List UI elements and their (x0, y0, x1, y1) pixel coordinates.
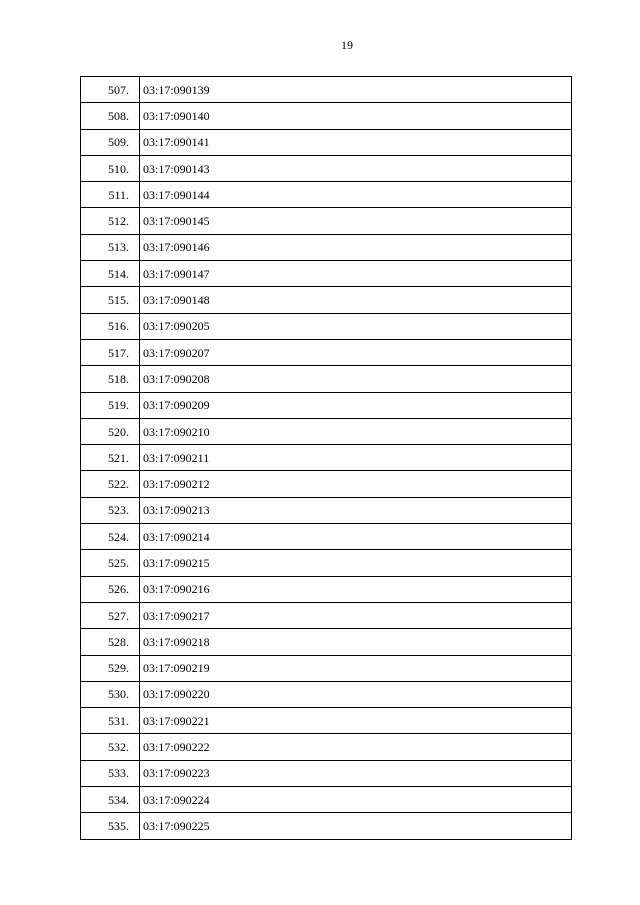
cadastral-code-cell: 03:17:090148 (140, 287, 572, 313)
row-number-cell: 510. (81, 155, 140, 181)
table-row (81, 208, 572, 234)
table-row (81, 261, 572, 287)
cadastral-code-cell: 03:17:090213 (140, 497, 572, 523)
row-number-cell: 534. (81, 787, 140, 813)
cadastral-code-cell: 03:17:090211 (140, 445, 572, 471)
cadastral-code-cell: 03:17:090224 (140, 787, 572, 813)
table-row (81, 655, 572, 681)
cadastral-code-cell: 03:17:090205 (140, 313, 572, 339)
cadastral-code-cell: 03:17:090223 (140, 760, 572, 786)
table-row (81, 445, 572, 471)
cadastral-code-cell: 03:17:090216 (140, 576, 572, 602)
table-row (81, 787, 572, 813)
row-number-cell: 519. (81, 392, 140, 418)
row-number-cell: 522. (81, 471, 140, 497)
table-row (81, 524, 572, 550)
row-number-cell: 515. (81, 287, 140, 313)
cadastral-code-cell: 03:17:090144 (140, 182, 572, 208)
row-number-cell: 532. (81, 734, 140, 760)
row-number-cell: 508. (81, 103, 140, 129)
row-number-cell: 509. (81, 129, 140, 155)
row-number-cell: 513. (81, 234, 140, 260)
table-row (81, 77, 572, 103)
table-row (81, 155, 572, 181)
table-row (81, 287, 572, 313)
table-row (81, 602, 572, 628)
row-number-cell: 530. (81, 681, 140, 707)
row-number-cell: 521. (81, 445, 140, 471)
row-number-cell: 527. (81, 602, 140, 628)
row-number-cell: 518. (81, 366, 140, 392)
cadastral-code-cell: 03:17:090207 (140, 339, 572, 365)
cadastral-code-cell: 03:17:090218 (140, 629, 572, 655)
page-number: 19 (341, 38, 353, 52)
cadastral-table (80, 76, 572, 840)
table-row (81, 681, 572, 707)
cadastral-code-cell: 03:17:090146 (140, 234, 572, 260)
table-row (81, 392, 572, 418)
row-number-cell: 511. (81, 182, 140, 208)
table-row (81, 366, 572, 392)
row-number-cell: 528. (81, 629, 140, 655)
cadastral-code-cell: 03:17:090219 (140, 655, 572, 681)
row-number-cell: 526. (81, 576, 140, 602)
table-row (81, 550, 572, 576)
table-row (81, 234, 572, 260)
cadastral-code-cell: 03:17:090145 (140, 208, 572, 234)
row-number-cell: 514. (81, 261, 140, 287)
table-row (81, 629, 572, 655)
cadastral-code-cell: 03:17:090140 (140, 103, 572, 129)
cadastral-code-cell: 03:17:090212 (140, 471, 572, 497)
row-number-cell: 523. (81, 497, 140, 523)
cadastral-code-cell: 03:17:090209 (140, 392, 572, 418)
cadastral-code-cell: 03:17:090208 (140, 366, 572, 392)
table-row (81, 103, 572, 129)
cadastral-code-cell: 03:17:090220 (140, 681, 572, 707)
cadastral-code-cell: 03:17:090221 (140, 708, 572, 734)
row-number-cell: 525. (81, 550, 140, 576)
table-row (81, 313, 572, 339)
row-number-cell: 531. (81, 708, 140, 734)
row-number-cell: 507. (81, 77, 140, 103)
table-row (81, 182, 572, 208)
table-row (81, 471, 572, 497)
table-row (81, 760, 572, 786)
cadastral-code-cell: 03:17:090214 (140, 524, 572, 550)
cadastral-code-cell: 03:17:090139 (140, 77, 572, 103)
row-number-cell: 516. (81, 313, 140, 339)
table-row (81, 129, 572, 155)
table-row (81, 418, 572, 444)
cadastral-code-cell: 03:17:090210 (140, 418, 572, 444)
cadastral-code-cell: 03:17:090215 (140, 550, 572, 576)
table-row (81, 813, 572, 839)
table-body (81, 77, 572, 840)
table-row (81, 339, 572, 365)
cadastral-code-cell: 03:17:090217 (140, 602, 572, 628)
cadastral-code-cell: 03:17:090225 (140, 813, 572, 839)
cadastral-code-cell: 03:17:090143 (140, 155, 572, 181)
cadastral-code-cell: 03:17:090147 (140, 261, 572, 287)
table-row (81, 734, 572, 760)
row-number-cell: 512. (81, 208, 140, 234)
row-number-cell: 535. (81, 813, 140, 839)
table-row (81, 708, 572, 734)
row-number-cell: 529. (81, 655, 140, 681)
row-number-cell: 517. (81, 339, 140, 365)
row-number-cell: 533. (81, 760, 140, 786)
table-row (81, 576, 572, 602)
table-row (81, 497, 572, 523)
row-number-cell: 520. (81, 418, 140, 444)
cadastral-code-cell: 03:17:090141 (140, 129, 572, 155)
row-number-cell: 524. (81, 524, 140, 550)
cadastral-code-cell: 03:17:090222 (140, 734, 572, 760)
